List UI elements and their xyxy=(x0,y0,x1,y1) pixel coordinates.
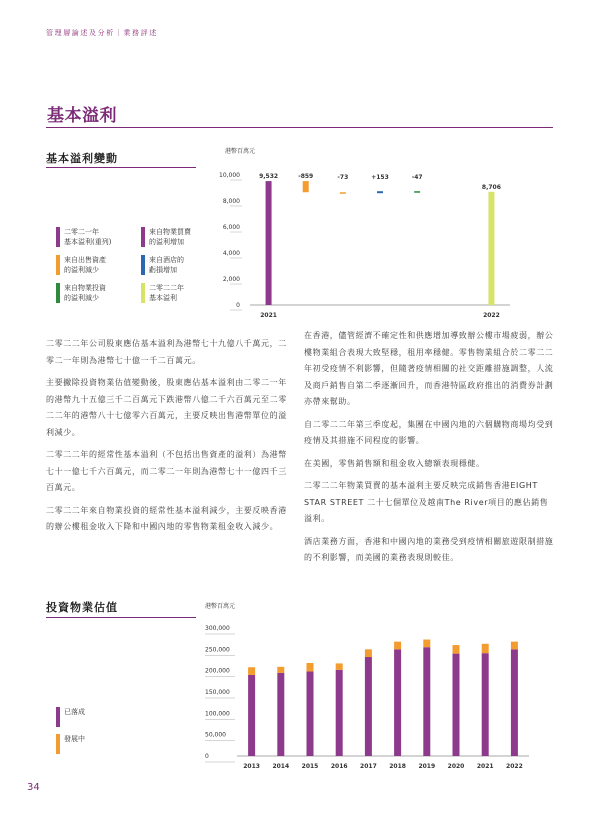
x-tick-label: 2022 xyxy=(506,763,523,770)
body-column-right xyxy=(304,328,554,573)
bar-completed xyxy=(394,649,401,756)
right-paragraph: 在香港，儘管經濟不確定性和供應增加導致辦公樓市場疲弱，辦公樓物業組合表現大致堅穩，租用率穩健。零售物業組合於二零二二年初受疫情不利影響，但隨著疫情相關的社交距離措施調整，人流及商戶銷售自第二季逐漸回升，而香港特區政府推出的消費券計劃亦帶來幫助。 xyxy=(304,331,554,406)
bar-completed xyxy=(365,657,372,756)
left-paragraph: 二零二二年來自物業投資的經常性基本溢利減少，主要反映香港的辦公樓租金收入下降和中國內地的零售物業租金收入減少。 xyxy=(46,505,287,531)
value-label: -73 xyxy=(337,173,349,181)
subsection-title-valuation: 投資物業估值 xyxy=(46,601,118,614)
legend-label: 已落成 xyxy=(64,708,85,716)
x-tick-label: 2020 xyxy=(447,763,465,770)
subsection-rule xyxy=(46,167,196,168)
legend-swatch xyxy=(141,255,145,275)
waterfall-chart xyxy=(200,145,560,325)
y-tick-label: 2,000 xyxy=(222,276,240,283)
value-label: 9,532 xyxy=(259,173,279,181)
y-axis-unit: 港幣百萬元 xyxy=(225,148,256,155)
legend-swatch xyxy=(56,734,60,754)
y-tick-label: 150,000 xyxy=(205,689,230,696)
y-tick-label: 10,000 xyxy=(219,172,240,179)
legend-label: 二零二一年 基本溢利(重列) xyxy=(64,228,112,246)
bar-under-development xyxy=(277,667,284,673)
legend-label: 來自酒店的 虧損增加 xyxy=(149,256,184,274)
legend-swatch xyxy=(56,255,60,275)
legend-swatch xyxy=(56,707,60,727)
x-tick-label: 2015 xyxy=(301,763,319,770)
section-title: 基本溢利 xyxy=(47,106,117,126)
bar-under-development xyxy=(248,667,255,675)
valuation-chart xyxy=(195,598,535,778)
legend-label: 來自出售資產 的溢利減少 xyxy=(64,256,106,274)
x-tick-label: 2016 xyxy=(330,763,348,770)
y-tick-label: 6,000 xyxy=(222,224,240,231)
page-number: 34 xyxy=(27,782,40,793)
right-paragraph: 二零二二年物業買賣的基本溢利主要反映完成銷售香港EIGHT STAR STREET 二十七個單位及越南The River項目的應佔銷售溢利。 xyxy=(304,481,549,523)
waterfall-bar xyxy=(340,192,346,194)
waterfall-legend xyxy=(56,227,226,307)
waterfall-bar xyxy=(488,192,494,305)
y-axis-unit: 港幣百萬元 xyxy=(205,603,236,610)
right-paragraph: 在美國，零售銷售額和租金收入總額表現穩健。 xyxy=(304,458,485,468)
y-tick-label: 8,000 xyxy=(222,198,240,205)
legend-swatch xyxy=(56,227,60,247)
x-tick-label: 2014 xyxy=(272,763,290,770)
bar-completed xyxy=(248,675,255,756)
page-header: 管理層論述及分析｜業務評述 xyxy=(46,29,158,37)
legend-swatch xyxy=(56,283,60,303)
y-tick-label: 100,000 xyxy=(205,710,230,718)
bar-under-development xyxy=(453,645,460,654)
body-column-left xyxy=(46,336,291,542)
bar-under-development xyxy=(394,642,401,650)
legend-swatch xyxy=(141,283,145,303)
bar-under-development xyxy=(307,663,314,672)
legend-label: 來自物業買賣 的溢利增加 xyxy=(149,228,191,246)
bar-under-development xyxy=(511,642,518,650)
legend-label: 發展中 xyxy=(64,735,85,743)
left-paragraph: 二零二二年公司股東應佔基本溢利為港幣七十九億八千萬元，二零二一年則為港幣七十億一千二百萬元。 xyxy=(46,339,287,365)
y-tick-label: 300,000 xyxy=(205,625,230,632)
y-tick-label: 200,000 xyxy=(205,667,230,675)
value-label: 8,706 xyxy=(481,183,501,191)
bar-under-development xyxy=(423,640,430,648)
left-paragraph: 二零二二年的經常性基本溢利（不包括出售資產的溢利）為港幣七十一億七千六百萬元，而二零二一年則為港幣七十一億四千三百萬元。 xyxy=(46,450,287,492)
bar-under-development xyxy=(365,649,372,657)
waterfall-bar xyxy=(303,181,309,192)
y-tick-label: 4,000 xyxy=(222,250,240,257)
bar-completed xyxy=(453,654,460,756)
bar-completed xyxy=(511,649,518,756)
right-paragraph: 酒店業務方面，香港和中國內地的業務受到疫情相關旅遊限制措施的不利影響，而美國的業務表現則較佳。 xyxy=(304,536,554,562)
subsection-title-profit-change: 基本溢利變動 xyxy=(46,152,118,165)
bar-completed xyxy=(336,670,343,756)
valuation-legend xyxy=(56,707,176,767)
value-label: -47 xyxy=(411,173,423,181)
bar-completed xyxy=(277,673,284,756)
left-paragraph: 主要撇除投資物業估值變動後，股東應佔基本溢利由二零二一年的港幣九十五億三千二百萬元下跌港幣八億二千六百萬元至二零二二年的港幣八十七億零六百萬元，主要反映出售港幣單位的溢利減少。 xyxy=(46,378,287,437)
value-label: +153 xyxy=(371,173,389,181)
waterfall-bar xyxy=(266,181,272,305)
legend-label: 來自物業投資 的溢利減少 xyxy=(64,284,106,302)
y-tick-label: 250,000 xyxy=(205,646,230,654)
bar-under-development xyxy=(336,663,343,669)
bar-completed xyxy=(423,647,430,756)
bar-completed xyxy=(307,672,314,756)
legend-swatch xyxy=(141,227,145,247)
y-tick-label: 50,000 xyxy=(205,731,226,739)
x-tick-label: 2022 xyxy=(483,312,500,319)
right-paragraph: 自二零二二年第三季度起，集團在中國內地的六個購物商場均受到疫情及其措施不同程度的影響。 xyxy=(304,419,554,445)
x-tick-label: 2013 xyxy=(243,763,260,770)
legend-label: 二零二二年 基本溢利 xyxy=(149,284,184,302)
x-tick-label: 2021 xyxy=(260,312,277,319)
subsection-rule xyxy=(46,617,196,618)
x-tick-label: 2021 xyxy=(476,763,494,770)
x-tick-label: 2019 xyxy=(418,763,436,770)
x-tick-label: 2017 xyxy=(360,763,377,770)
value-label: -859 xyxy=(298,173,314,181)
waterfall-bar xyxy=(414,191,420,193)
y-tick-label: 0 xyxy=(236,302,240,309)
bar-under-development xyxy=(482,644,489,653)
bar-completed xyxy=(482,653,489,756)
x-tick-label: 2018 xyxy=(389,763,406,770)
waterfall-bar xyxy=(377,191,383,193)
y-tick-label: 0 xyxy=(205,753,209,760)
title-rule xyxy=(46,127,553,128)
